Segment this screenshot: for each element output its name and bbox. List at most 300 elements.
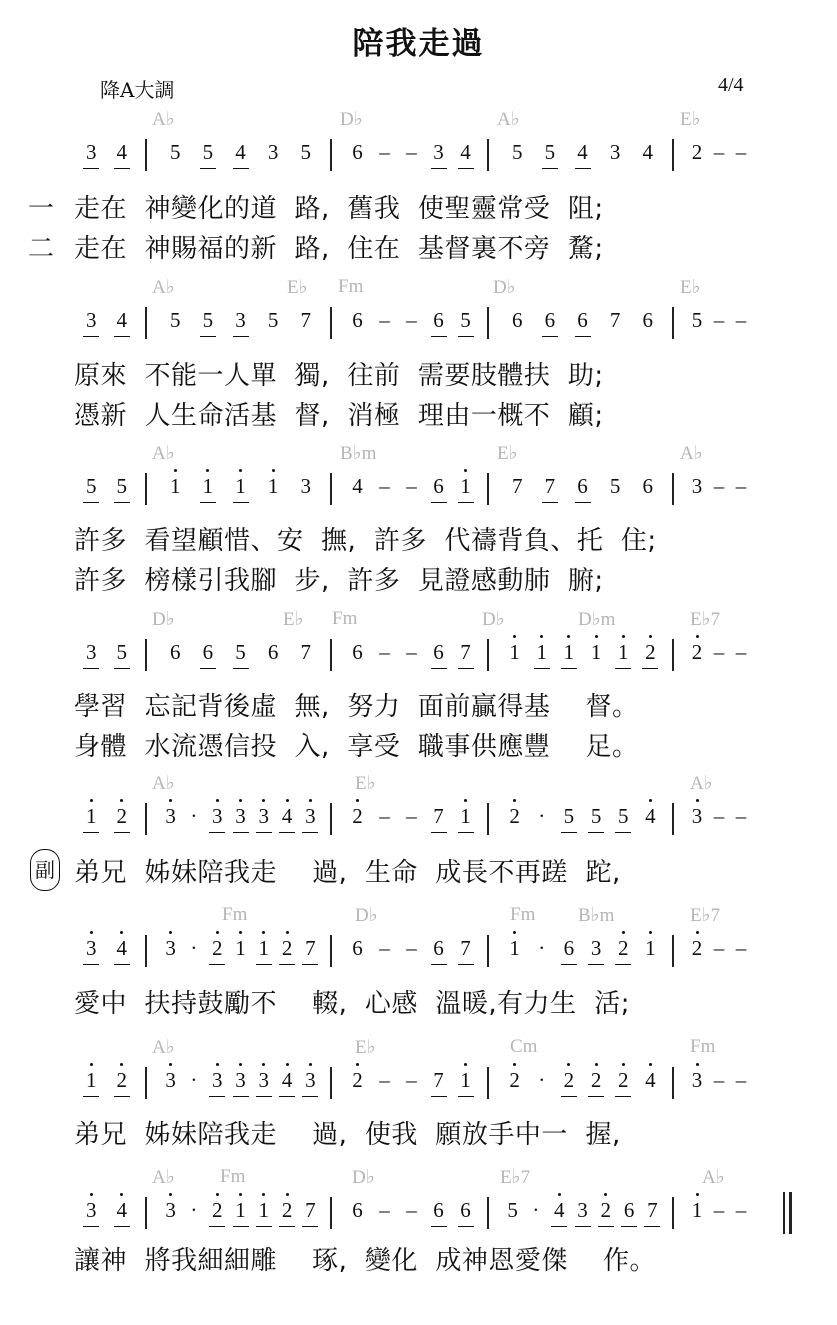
chord-symbol: E♭ [283,609,304,630]
note-digit: 2 [691,640,703,664]
high-octave-dot [696,635,699,638]
chord-symbol: A♭ [152,109,175,130]
underline-beam [83,1226,99,1227]
jianpu-note [504,802,526,830]
note-digit: 5 [116,640,127,664]
underline-beam [588,964,604,965]
chord-symbol: Fm [332,608,358,629]
note-digit: 2 [352,804,363,828]
note-digit: 4 [116,1198,127,1222]
jianpu-note [183,1066,205,1094]
note-digit: 3 [267,140,279,164]
song-title: 陪我走過 [352,26,485,62]
chord-symbol: D♭ [152,609,175,630]
underline-beam [431,832,447,833]
note-digit: – [406,308,417,332]
underline-beam [83,502,99,503]
note-digit: 2 [509,1068,520,1092]
note-digit: 3 [235,804,246,828]
underline-beam [458,964,474,965]
note-digit: 3 [305,804,316,828]
bar-line [672,803,674,835]
jianpu-note [111,1196,133,1224]
jianpu-note [276,934,298,962]
note-digit: 5 [235,640,246,664]
note-digit: 1 [563,640,575,664]
underline-beam [302,964,318,965]
note-digit: 4 [116,140,127,164]
underline-beam [302,832,318,833]
jianpu-note [539,306,561,334]
jianpu-note [401,802,423,830]
bar-line [330,473,332,505]
note-digit: – [735,308,747,332]
jianpu-note [455,472,477,500]
note-digit: 3 [609,140,621,164]
high-octave-dot [540,635,543,638]
jianpu-note [374,138,396,166]
note-digit: 4 [352,474,363,498]
high-octave-dot [649,1063,652,1066]
jianpu-note [299,1196,321,1224]
chord-symbol: D♭ [352,1167,375,1188]
jianpu-note [347,306,369,334]
high-octave-dot [272,469,275,472]
high-octave-dot [239,1193,242,1196]
high-octave-dot [239,1063,242,1066]
high-octave-dot [169,931,172,934]
high-octave-dot [174,469,177,472]
underline-beam [114,168,130,169]
bar-line [672,935,674,967]
bar-line [672,1197,674,1229]
note-digit: 6 [352,308,363,332]
note-digit: 3 [86,640,97,664]
lyric-line: 原來 不能一人單 獨, 往前 需要肢體扶 助; [74,361,604,391]
jianpu-note [708,1066,730,1094]
jianpu-note [374,638,396,666]
note-digit: – [713,1068,725,1092]
underline-beam [575,168,591,169]
note-digit: 2 [618,936,629,960]
jianpu-note [572,138,594,166]
note-digit: 1 [86,804,97,828]
jianpu-note [455,638,477,666]
jianpu-note [401,934,423,962]
jianpu-note [160,1196,182,1224]
high-octave-dot [216,799,219,802]
note-digit: 7 [609,308,621,332]
jianpu-note [686,472,708,500]
note-digit: – [406,804,417,828]
chord-symbol: A♭ [152,443,175,464]
high-octave-dot [90,1193,93,1196]
jianpu-note [428,138,450,166]
final-bar-line [783,1192,785,1234]
note-digit: 6 [433,936,444,960]
chord-symbol: Fm [690,1036,716,1057]
jianpu-note [374,1196,396,1224]
underline-beam [542,336,558,337]
note-digit: 6 [433,474,444,498]
bar-line [145,473,147,505]
jianpu-note [276,802,298,830]
underline-beam [114,964,130,965]
jianpu-note [230,306,252,334]
underline-beam [431,168,447,169]
chord-symbol: D♭ [340,109,363,130]
high-octave-dot [464,799,467,802]
note-digit: 2 [590,1068,602,1092]
note-digit: 1 [86,1068,97,1092]
high-octave-dot [595,635,598,638]
bar-line [330,935,332,967]
jianpu-note [183,1196,205,1224]
high-octave-dot [169,1063,172,1066]
note-digit: 1 [258,936,270,960]
bar-line [487,1067,489,1099]
underline-beam [302,1226,318,1227]
bar-line [330,307,332,339]
bar-line [145,803,147,835]
bar-line [145,307,147,339]
jianpu-note [637,138,659,166]
jianpu-note [455,138,477,166]
note-digit: 1 [618,640,629,664]
jianpu-note [531,802,553,830]
note-digit: 3 [258,804,270,828]
note-digit: · [190,804,198,828]
jianpu-note [230,472,252,500]
chord-symbol: E♭7 [690,609,721,630]
jianpu-note [160,934,182,962]
jianpu-note [111,472,133,500]
jianpu-note [347,1066,369,1094]
note-digit: – [735,804,747,828]
jianpu-note [230,1066,252,1094]
note-digit: 5 [170,140,181,164]
bar-line [487,473,489,505]
jianpu-note [111,306,133,334]
jianpu-note [401,306,423,334]
note-digit: 1 [235,474,246,498]
underline-beam [114,1096,130,1097]
chord-symbol: E♭ [497,443,518,464]
underline-beam [200,168,216,169]
note-digit: 2 [211,1198,223,1222]
note-digit: 5 [609,474,621,498]
high-octave-dot [567,635,570,638]
jianpu-note [585,802,607,830]
jianpu-note [347,934,369,962]
bar-line [330,1197,332,1229]
jianpu-note [80,802,102,830]
chord-symbol: D♭ [355,905,378,926]
note-digit: 6 [352,1198,363,1222]
jianpu-note [197,306,219,334]
note-digit: 7 [305,1198,316,1222]
note-digit: 2 [281,936,293,960]
underline-beam [561,964,577,965]
note-digit: 4 [116,308,127,332]
jianpu-note [206,934,228,962]
note-digit: 5 [202,308,214,332]
underline-beam [302,1096,318,1097]
note-digit: 6 [433,1198,444,1222]
underline-beam [642,668,658,669]
lyric-line: 弟兄 姊妹陪我走 過, 使我 願放手中一 握, [74,1120,621,1150]
jianpu-note [206,1196,228,1224]
underline-beam [644,1226,660,1227]
jianpu-note [730,138,752,166]
note-digit: 6 [352,936,363,960]
jianpu-note [531,638,553,666]
note-digit: 6 [544,308,556,332]
high-octave-dot [90,799,93,802]
jianpu-note [531,934,553,962]
time-signature: 4/4 [718,74,744,96]
note-digit: 6 [577,474,588,498]
high-octave-dot [169,799,172,802]
underline-beam [233,336,249,337]
bar-line [330,803,332,835]
note-digit: 5 [460,308,471,332]
high-octave-dot [120,1193,123,1196]
jianpu-note [455,1066,477,1094]
high-octave-dot [239,799,242,802]
underline-beam [209,964,225,965]
chord-symbol: A♭ [690,773,713,794]
jianpu-note [160,802,182,830]
bar-line [145,1197,147,1229]
underline-beam [83,168,99,169]
high-octave-dot [513,1063,516,1066]
verse-number: 一 [28,194,55,224]
jianpu-note [686,306,708,334]
note-digit: 3 [86,936,97,960]
note-digit: 1 [536,640,547,664]
note-digit: 3 [165,936,176,960]
jianpu-note [455,1196,477,1224]
jianpu-note [230,638,252,666]
jianpu-note [455,802,477,830]
note-digit: 2 [691,936,703,960]
note-digit: 7 [544,474,556,498]
jianpu-note [525,1196,547,1224]
jianpu-note [612,934,634,962]
chord-symbol: E♭ [355,1037,376,1058]
underline-beam [598,1226,614,1227]
note-digit: – [406,936,417,960]
jianpu-note [730,934,752,962]
jianpu-note [585,638,607,666]
high-octave-dot [696,799,699,802]
jianpu-note [730,472,752,500]
bar-line [330,139,332,171]
underline-beam [200,668,216,669]
jianpu-note [80,138,102,166]
jianpu-note [506,138,528,166]
note-digit: – [379,804,390,828]
underline-beam [431,1096,447,1097]
underline-beam [83,832,99,833]
lyric-line: 走在 神賜福的新 路, 住在 基督裏不旁 騖; [74,234,604,264]
high-octave-dot [622,931,625,934]
underline-beam [561,668,577,669]
note-digit: 1 [170,474,181,498]
note-digit: · [190,1068,198,1092]
jianpu-note [164,306,186,334]
high-octave-dot [567,1063,570,1066]
underline-beam [561,832,577,833]
jianpu-note [531,1066,553,1094]
jianpu-note [80,306,102,334]
underline-beam [114,1226,130,1227]
jianpu-note [111,802,133,830]
bar-line [672,139,674,171]
note-digit: 2 [618,1068,629,1092]
jianpu-note [295,306,317,334]
note-digit: – [379,936,390,960]
note-digit: 1 [267,474,279,498]
note-digit: 3 [86,140,97,164]
jianpu-note [230,802,252,830]
bar-line [487,139,489,171]
note-digit: 2 [281,1198,293,1222]
note-digit: 2 [211,936,223,960]
jianpu-note [539,472,561,500]
note-digit: 6 [623,1198,635,1222]
jianpu-note [80,472,102,500]
chord-symbol: D♭ [493,277,516,298]
underline-beam [458,336,474,337]
chord-symbol: A♭ [152,1037,175,1058]
jianpu-note [558,638,580,666]
underline-beam [458,1226,474,1227]
jianpu-note [612,1066,634,1094]
jianpu-note [639,934,661,962]
note-digit: – [379,640,390,664]
bar-line [145,1067,147,1099]
chord-symbol: A♭ [152,277,175,298]
jianpu-note [637,306,659,334]
underline-beam [458,168,474,169]
underline-beam [575,336,591,337]
jianpu-note [347,472,369,500]
jianpu-note [730,802,752,830]
note-digit: 5 [300,140,311,164]
note-digit: 3 [590,936,602,960]
jianpu-note [253,1196,275,1224]
underline-beam [575,1226,591,1227]
lyric-line: 走在 神變化的道 路, 舊我 使聖靈常受 阻; [74,194,604,224]
bar-line [145,139,147,171]
jianpu-note [612,802,634,830]
note-digit: 6 [563,936,575,960]
high-octave-dot [262,1063,265,1066]
underline-beam [615,668,631,669]
note-digit: 3 [86,308,97,332]
note-digit: 4 [645,1068,656,1092]
bar-line [487,307,489,339]
note-digit: 3 [211,1068,223,1092]
jianpu-note [299,934,321,962]
jianpu-note [686,934,708,962]
high-octave-dot [216,1063,219,1066]
note-digit: 3 [165,804,176,828]
high-octave-dot [309,1063,312,1066]
high-octave-dot [356,1063,359,1066]
high-octave-dot [262,1193,265,1196]
note-digit: 6 [460,1198,471,1222]
note-digit: 3 [433,140,444,164]
note-digit: – [406,1068,417,1092]
bar-line [487,1197,489,1229]
note-digit: – [406,474,417,498]
jianpu-note [455,306,477,334]
underline-beam [458,668,474,669]
note-digit: – [713,936,725,960]
note-digit: 7 [460,936,471,960]
underline-beam [233,168,249,169]
note-digit: 7 [300,308,311,332]
note-digit: 2 [563,1068,575,1092]
jianpu-note [262,138,284,166]
note-digit: 3 [691,1068,703,1092]
high-octave-dot [649,799,652,802]
note-digit: 5 [618,804,629,828]
note-digit: – [713,804,725,828]
jianpu-note [276,1066,298,1094]
note-digit: 4 [460,140,471,164]
jianpu-note [585,934,607,962]
underline-beam [209,832,225,833]
jianpu-note [253,1066,275,1094]
jianpu-note [295,472,317,500]
underline-beam [431,336,447,337]
chord-symbol: Fm [222,904,248,925]
underline-beam [575,502,591,503]
jianpu-note [428,472,450,500]
note-digit: 3 [305,1068,316,1092]
jianpu-note [708,638,730,666]
note-digit: 7 [512,474,523,498]
note-digit: – [379,1068,390,1092]
jianpu-note [206,1066,228,1094]
chord-symbol: A♭ [680,443,703,464]
chord-symbol: D♭ [482,609,505,630]
jianpu-note [347,802,369,830]
high-octave-dot [286,1063,289,1066]
note-digit: 6 [267,640,279,664]
lyric-line: 許多 看望顧惜、安 撫, 許多 代禱背負、托 住; [74,526,657,556]
high-octave-dot [649,635,652,638]
note-digit: 2 [691,140,703,164]
underline-beam [233,832,249,833]
high-octave-dot [216,931,219,934]
high-octave-dot [90,1063,93,1066]
note-digit: 7 [433,1068,444,1092]
bar-line [672,1067,674,1099]
bar-line [672,639,674,671]
jianpu-note [604,472,626,500]
jianpu-note [506,306,528,334]
high-octave-dot [595,1063,598,1066]
high-octave-dot [262,931,265,934]
lyric-line: 學習 忘記背後虛 無, 努力 面前贏得基 督。 [74,692,639,722]
note-digit: 6 [433,640,444,664]
jianpu-note [164,638,186,666]
